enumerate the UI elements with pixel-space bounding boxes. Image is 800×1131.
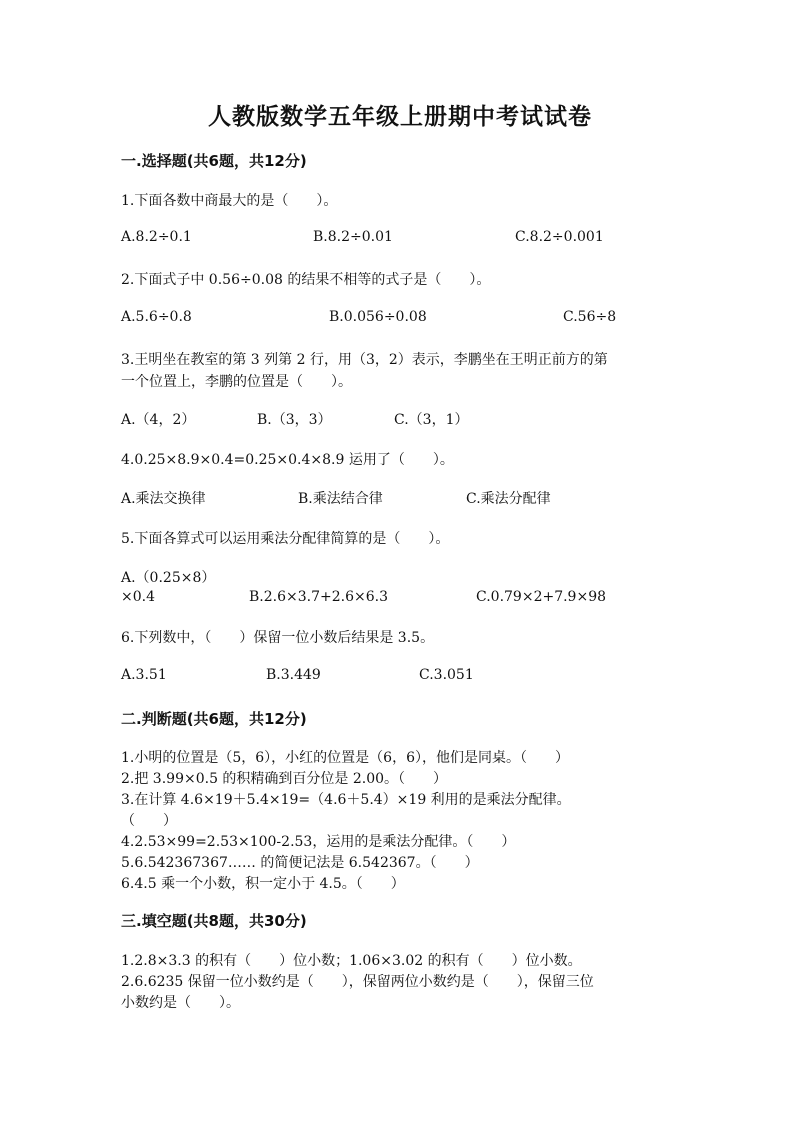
- judge-item-4: 4.2.53×99=2.53×100-2.53，运用的是乘法分配律。（ ）: [121, 834, 516, 850]
- judge-item-3-line2: （ ）: [121, 813, 177, 829]
- question-3-option-c: C.（3，1）: [394, 412, 469, 428]
- question-2-stem: 2.下面式子中 0.56÷0.08 的结果不相等的式子是（ ）。: [121, 272, 491, 288]
- question-6-option-c: C.3.051: [419, 667, 474, 683]
- question-1-stem: 1.下面各数中商最大的是（ ）。: [121, 193, 338, 209]
- question-6-stem: 6.下列数中，（ ）保留一位小数后结果是 3.5。: [121, 630, 435, 646]
- question-5-option-c: C.0.79×2+7.9×98: [476, 589, 607, 605]
- question-4-option-b: B.乘法结合律: [298, 491, 383, 507]
- question-1-option-b: B.8.2÷0.01: [313, 229, 393, 245]
- judge-item-6: 6.4.5 乘一个小数，积一定小于 4.5。（ ）: [121, 876, 405, 892]
- question-1-option-a: A.8.2÷0.1: [121, 229, 192, 245]
- fill-item-1: 1.2.8×3.3 的积有（ ）位小数；1.06×3.02 的积有（ ）位小数。: [121, 953, 582, 969]
- fill-item-2-line1: 2.6.6235 保留一位小数约是（ ），保留两位小数约是（ ），保留三位: [121, 974, 594, 990]
- section-fill-title: 三.填空题(共8题，共30分): [121, 912, 307, 930]
- page-title: 人教版数学五年级上册期中考试试卷: [208, 103, 592, 130]
- question-3-option-b: B.（3，3）: [257, 412, 332, 428]
- section-choice-title: 一.选择题(共6题，共12分): [121, 152, 307, 170]
- section-judge-title: 二.判断题(共6题，共12分): [121, 710, 307, 728]
- question-3-stem-line1: 3.王明坐在教室的第 3 列第 2 行，用（3，2）表示，李鹏坐在王明正前方的第: [121, 352, 608, 368]
- question-4-option-a: A.乘法交换律: [121, 491, 206, 507]
- question-3-option-a: A.（4，2）: [121, 412, 196, 428]
- question-6-option-b: B.3.449: [266, 667, 321, 683]
- question-6-option-a: A.3.51: [121, 667, 167, 683]
- judge-item-1: 1.小明的位置是（5，6），小红的位置是（6，6），他们是同桌。（ ）: [121, 750, 569, 766]
- judge-item-2: 2.把 3.99×0.5 的积精确到百分位是 2.00。（ ）: [121, 771, 448, 787]
- question-3-stem-line2: 一个位置上，李鹏的位置是（ ）。: [121, 374, 352, 390]
- question-2-option-a: A.5.6÷0.8: [121, 309, 192, 325]
- fill-item-2-line2: 小数约是（ ）。: [121, 995, 240, 1011]
- question-5-stem: 5.下面各算式可以运用乘法分配律简算的是（ ）。: [121, 531, 450, 547]
- question-5-option-a-line2: ×0.4: [121, 589, 155, 605]
- judge-item-3-line1: 3.在计算 4.6×19＋5.4×19=（4.6＋5.4）×19 利用的是乘法分配律。: [121, 792, 571, 808]
- question-4-stem: 4.0.25×8.9×0.4=0.25×0.4×8.9 运用了（ ）。: [121, 452, 454, 468]
- question-5-option-a-line1: A.（0.25×8）: [121, 570, 216, 586]
- question-2-option-c: C.56÷8: [563, 309, 617, 325]
- question-5-option-b: B.2.6×3.7+2.6×6.3: [249, 589, 388, 605]
- question-4-option-c: C.乘法分配律: [466, 491, 551, 507]
- question-1-option-c: C.8.2÷0.001: [515, 229, 604, 245]
- question-2-option-b: B.0.056÷0.08: [329, 309, 427, 325]
- judge-item-5: 5.6.542367367…… 的简便记法是 6.542367。（ ）: [121, 855, 479, 871]
